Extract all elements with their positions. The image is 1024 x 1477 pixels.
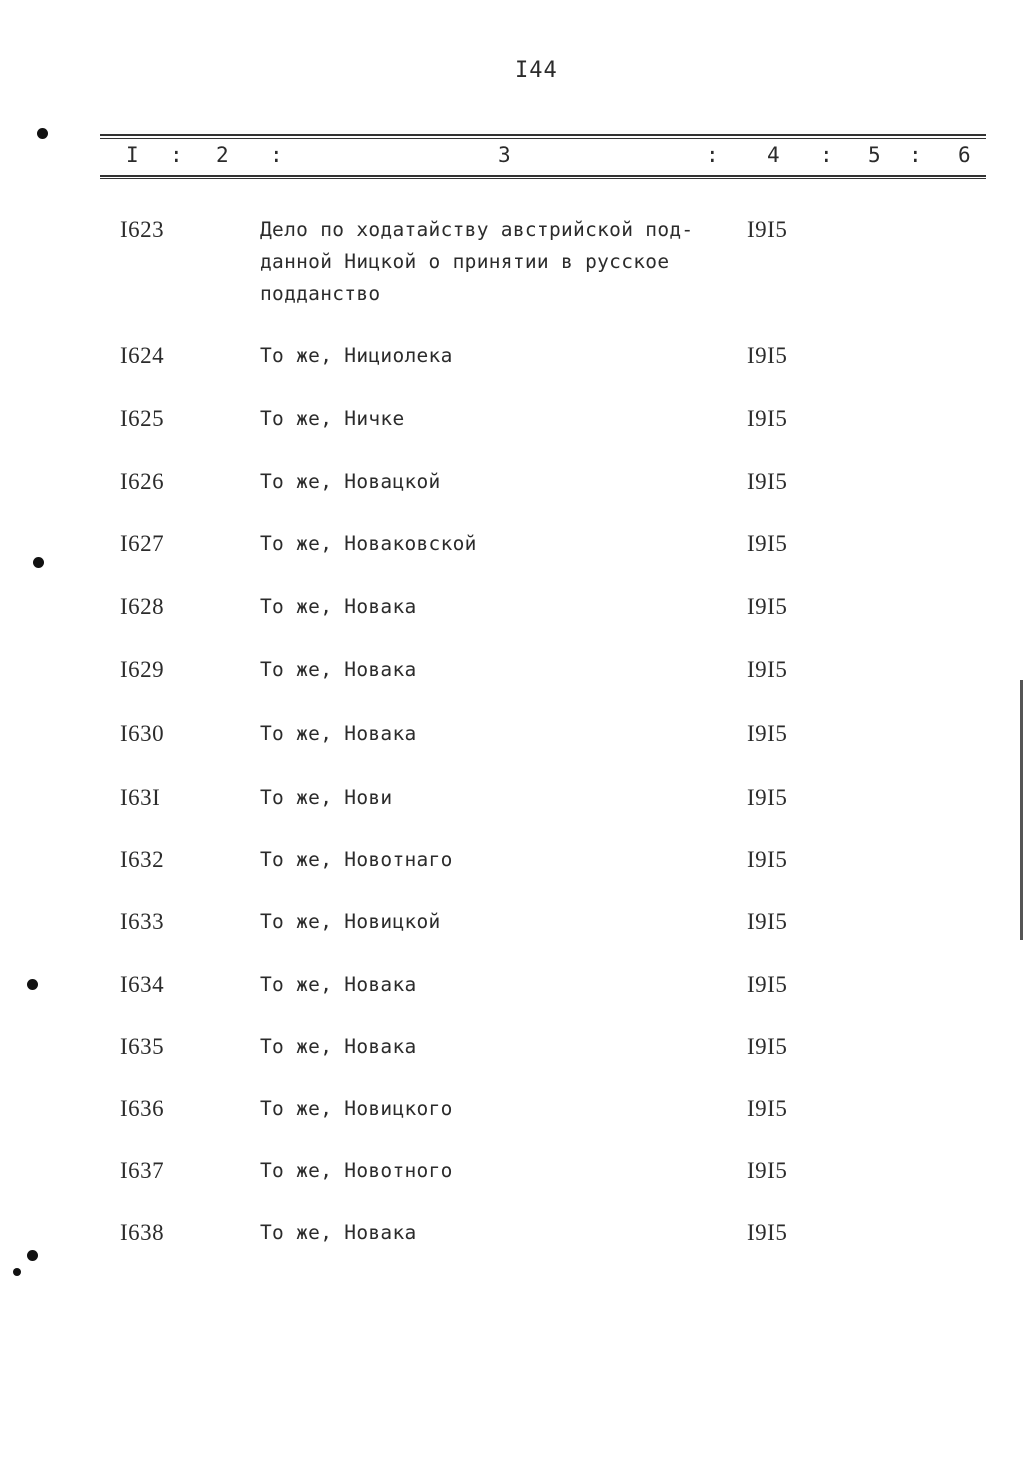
column-header-5: 5 xyxy=(868,143,881,167)
column-separator: : xyxy=(706,143,719,167)
entry-number: I630 xyxy=(120,721,165,746)
entry-number: I623 xyxy=(120,217,165,242)
entry-year: I9I5 xyxy=(747,785,788,810)
punch-hole-mark xyxy=(37,128,48,139)
column-separator: : xyxy=(909,143,922,167)
entry-description: То же, Новака xyxy=(260,973,417,996)
entry-description: То же, Нициолека xyxy=(260,344,453,367)
entry-number: I629 xyxy=(120,657,165,682)
punch-hole-mark xyxy=(27,1250,38,1261)
entry-year: I9I5 xyxy=(747,343,788,368)
entry-number: I625 xyxy=(120,406,165,431)
entry-number: I636 xyxy=(120,1096,165,1121)
column-header-3: 3 xyxy=(498,143,511,167)
entry-description: То же, Новацкой xyxy=(260,470,441,493)
entry-year: I9I5 xyxy=(747,1096,788,1121)
entry-number: I627 xyxy=(120,531,165,556)
entry-number: I626 xyxy=(120,469,165,494)
entry-number: I634 xyxy=(120,972,165,997)
entry-year: I9I5 xyxy=(747,217,788,242)
scan-edge-mark xyxy=(1020,680,1023,940)
entry-number: I624 xyxy=(120,343,165,368)
entry-year: I9I5 xyxy=(747,594,788,619)
column-header-4: 4 xyxy=(767,143,780,167)
punch-hole-mark xyxy=(33,557,44,568)
column-header-2: 2 xyxy=(216,143,229,167)
entry-description: Дело по ходатайству австрийской под- данной Ницкой о принятии в русское подданство xyxy=(260,218,694,305)
punch-hole-mark xyxy=(27,979,38,990)
column-header-1: I xyxy=(126,143,139,167)
page-number: I44 xyxy=(515,58,558,83)
entry-description: То же, Новицкой xyxy=(260,910,441,933)
entry-year: I9I5 xyxy=(747,847,788,872)
header-bottom-rule xyxy=(100,175,986,177)
entry-year: I9I5 xyxy=(747,721,788,746)
column-separator: : xyxy=(820,143,833,167)
entry-description: То же, Ничке xyxy=(260,407,405,430)
entry-year: I9I5 xyxy=(747,406,788,431)
punch-hole-mark xyxy=(13,1268,21,1276)
entry-description: То же, Новака xyxy=(260,1035,417,1058)
entry-year: I9I5 xyxy=(747,1034,788,1059)
entry-number: I633 xyxy=(120,909,165,934)
entry-description: То же, Новаковской xyxy=(260,532,477,555)
entry-description: То же, Новотнаго xyxy=(260,848,453,871)
entry-year: I9I5 xyxy=(747,531,788,556)
entry-description: То же, Новицкого xyxy=(260,1097,453,1120)
entry-year: I9I5 xyxy=(747,1220,788,1245)
header-top-rule xyxy=(100,134,986,136)
entry-description: То же, Новака xyxy=(260,595,417,618)
entry-number: I63I xyxy=(120,785,161,810)
entry-year: I9I5 xyxy=(747,972,788,997)
entry-description: То же, Новотного xyxy=(260,1159,453,1182)
entry-year: I9I5 xyxy=(747,657,788,682)
column-separator: : xyxy=(170,143,183,167)
entry-number: I638 xyxy=(120,1220,165,1245)
entry-year: I9I5 xyxy=(747,469,788,494)
entry-description: То же, Нови xyxy=(260,786,393,809)
entry-number: I637 xyxy=(120,1158,165,1183)
header-bottom-rule-inner xyxy=(100,178,986,179)
header-top-rule-inner xyxy=(100,138,986,139)
column-separator: : xyxy=(270,143,283,167)
entry-year: I9I5 xyxy=(747,909,788,934)
entry-description: То же, Новака xyxy=(260,658,417,681)
entry-description: То же, Новака xyxy=(260,1221,417,1244)
entry-number: I628 xyxy=(120,594,165,619)
entry-number: I632 xyxy=(120,847,165,872)
entry-year: I9I5 xyxy=(747,1158,788,1183)
column-header-6: 6 xyxy=(958,143,971,167)
entry-description: То же, Новака xyxy=(260,722,417,745)
entry-number: I635 xyxy=(120,1034,165,1059)
